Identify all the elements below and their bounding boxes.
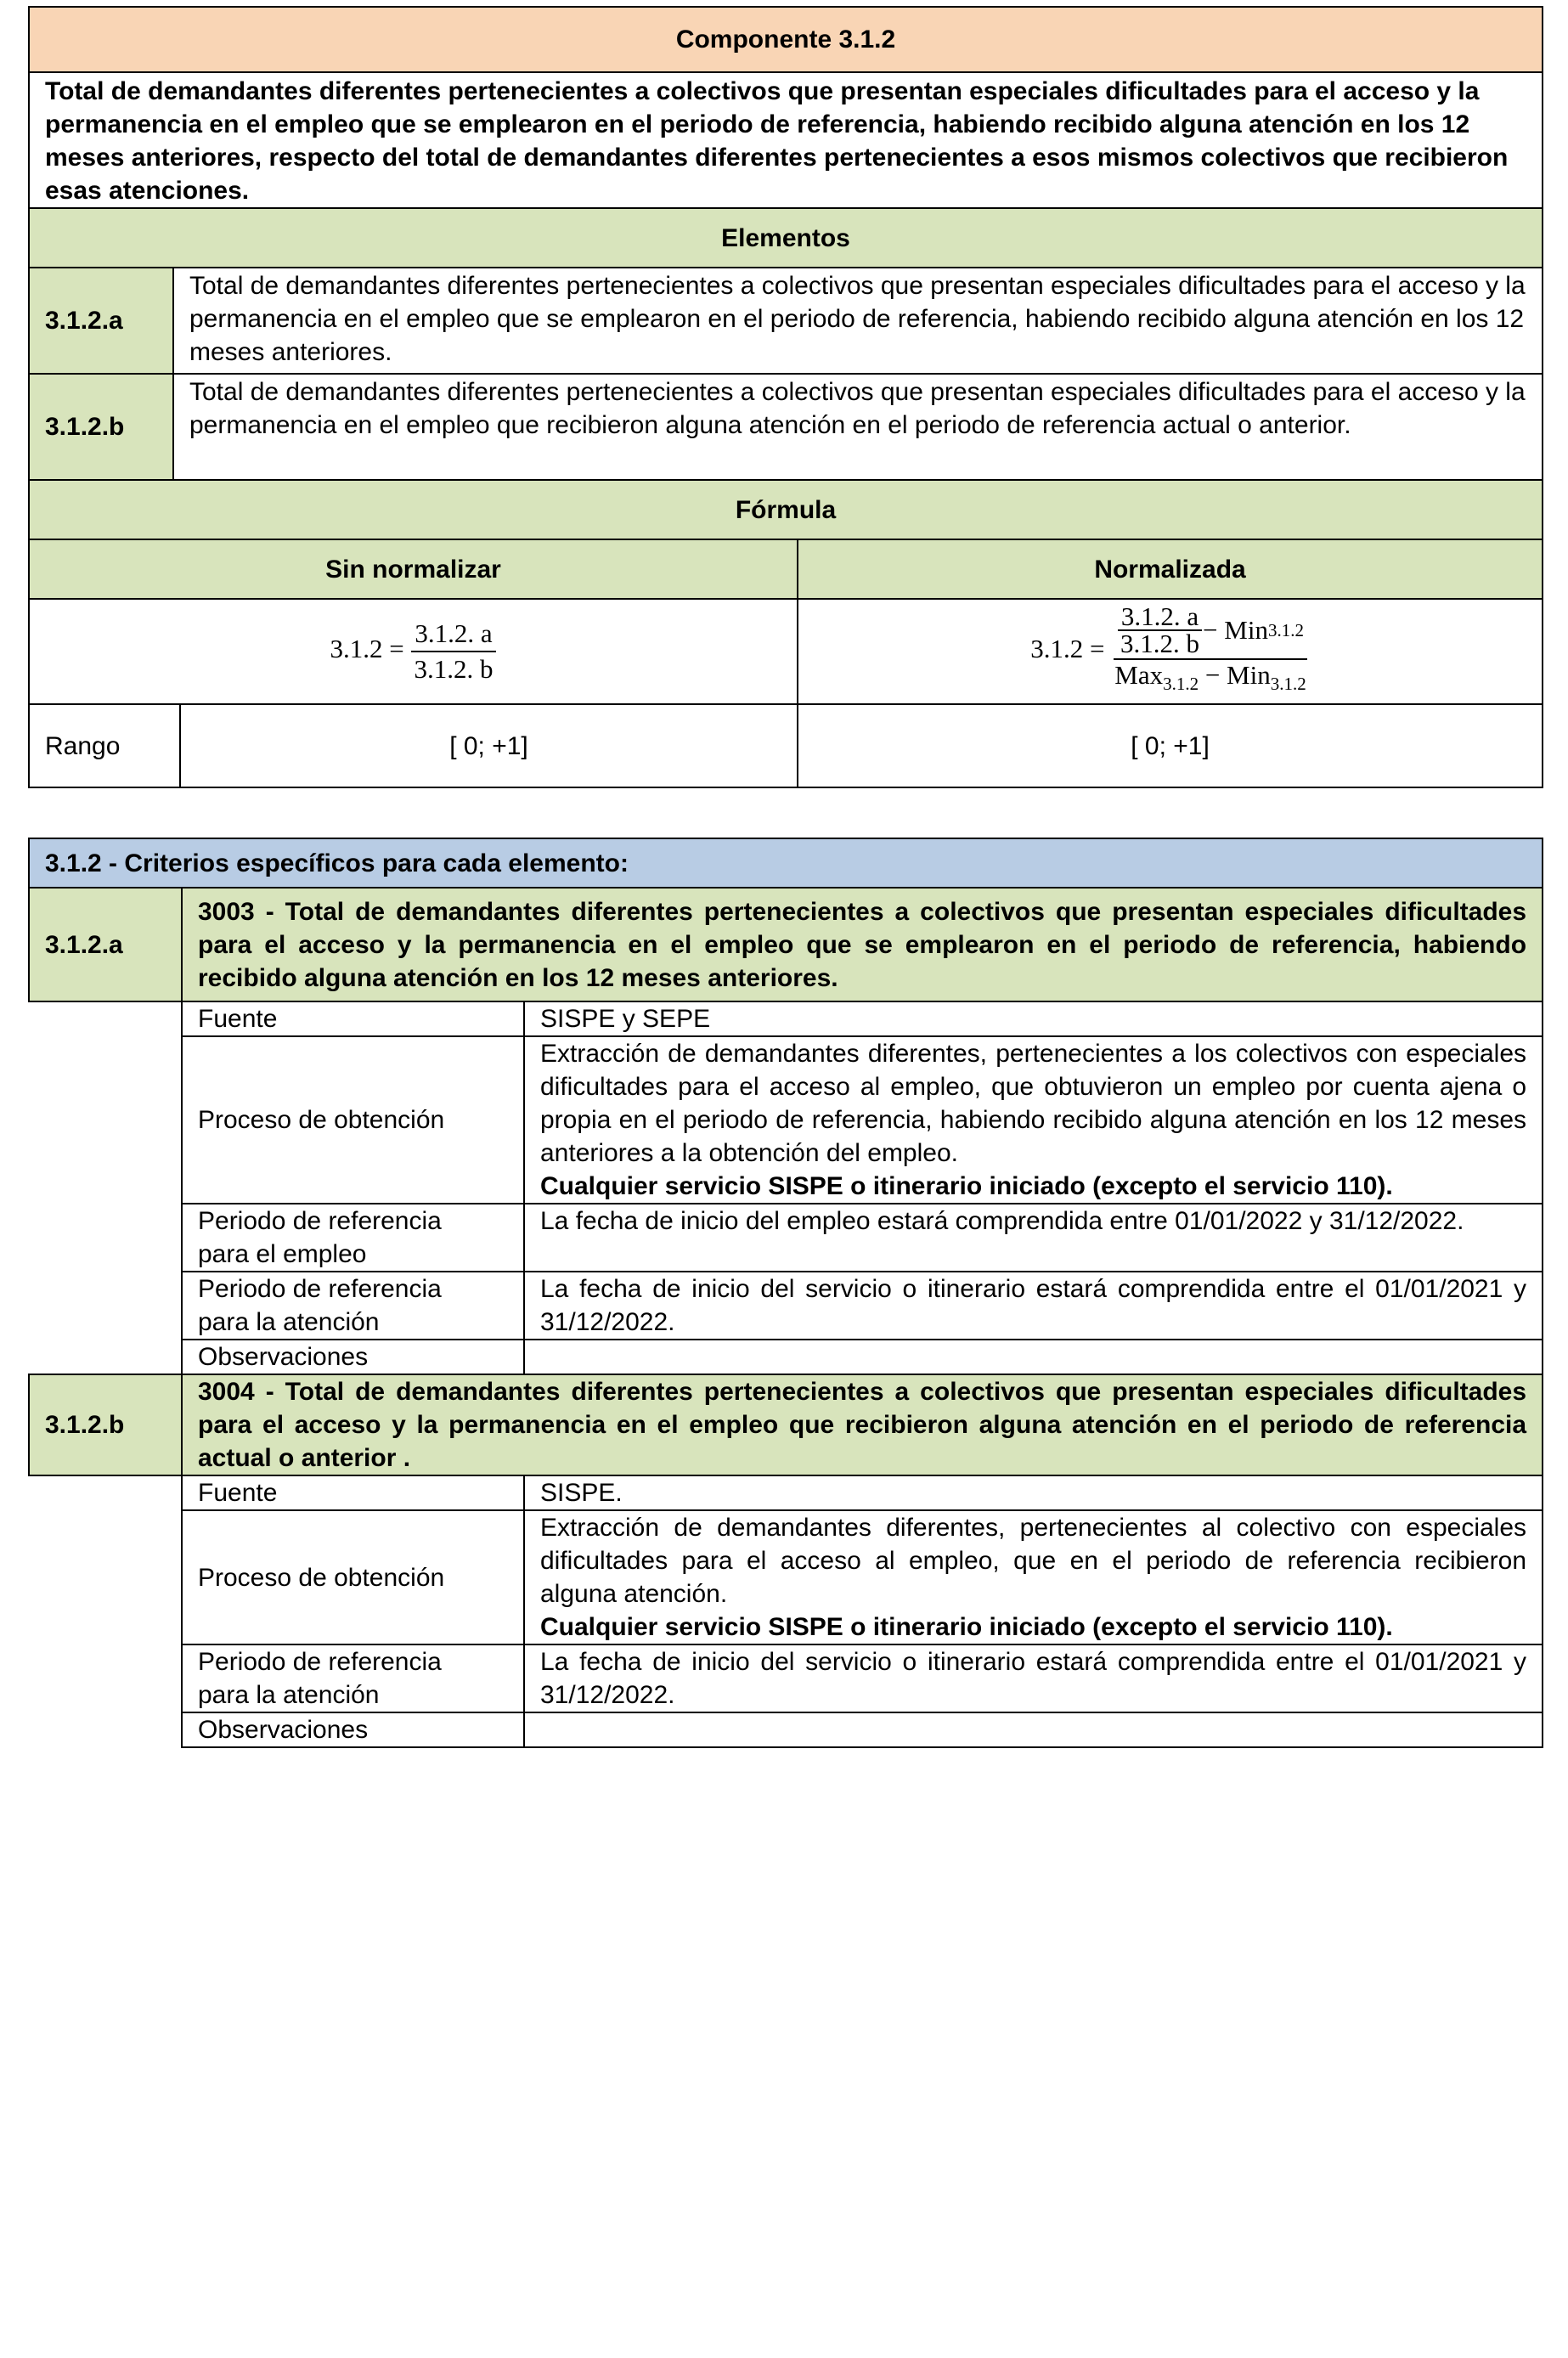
formula-plain-denominator: 3.1.2. b bbox=[414, 654, 494, 684]
formula-plain-fraction bbox=[410, 617, 496, 686]
formula-normalized bbox=[798, 599, 1543, 704]
observaciones-value bbox=[524, 1340, 1543, 1374]
formula-norm-min: − Min bbox=[1204, 660, 1271, 690]
periodo-empleo-label-line1: Periodo de referencia bbox=[198, 1207, 442, 1235]
formula-norm-minus-min: − Min bbox=[1203, 615, 1268, 645]
normalizada-header: Normalizada bbox=[798, 539, 1543, 599]
proceso-text: Extracción de demandantes diferentes, pertenecientes a los colectivos con especiales dificultades para el acceso al empleo, que obtuvieron un empleo por cuenta ajena o propia en el periodo de referencia, habiendo recibido alguna atención en los 12 meses anteriores a la obtención del empleo. bbox=[540, 1040, 1527, 1167]
proceso-value bbox=[524, 1036, 1543, 1204]
element-code: 3.1.2.a bbox=[29, 268, 173, 374]
periodo-empleo-label bbox=[182, 1204, 524, 1272]
fuente-value: SISPE. bbox=[524, 1475, 1543, 1510]
proceso-bold-text: Cualquier servicio SISPE o itinerario iniciado (excepto el servicio 110). bbox=[540, 1172, 1393, 1200]
fuente-label: Fuente bbox=[182, 1475, 524, 1510]
periodo-atencion-label-line2: para la atención bbox=[198, 1308, 380, 1336]
formula-sub: 3.1.2 bbox=[1163, 674, 1199, 694]
observaciones-label: Observaciones bbox=[182, 1340, 524, 1374]
sin-normalizar-header: Sin normalizar bbox=[29, 539, 798, 599]
element-code: 3.1.2.b bbox=[29, 374, 173, 480]
element-text: Total de demandantes diferentes pertenecientes a colectivos que presentan especiales dificultades para el acceso y la permanencia en el empleo que recibieron alguna atención en el periodo de referencia actual o anterior. bbox=[173, 374, 1543, 480]
formula-header: Fórmula bbox=[29, 480, 1543, 539]
component-table bbox=[28, 6, 1543, 788]
elements-header: Elementos bbox=[29, 208, 1543, 268]
periodo-atencion-label-line2: para la atención bbox=[198, 1681, 380, 1709]
proceso-text: Extracción de demandantes diferentes, pertenecientes al colectivo con especiales dificultades para el acceso al empleo, que en el periodo de referencia recibieron alguna atención. bbox=[540, 1514, 1527, 1608]
criteria-header: 3.1.2 - Criterios específicos para cada elemento: bbox=[29, 838, 1543, 888]
range-plain: [ 0; +1] bbox=[180, 704, 798, 787]
formula-plain-lhs: 3.1.2 = bbox=[330, 634, 404, 664]
criteria-code: 3.1.2.b bbox=[29, 1374, 182, 1475]
criteria-title: 3003 - Total de demandantes diferentes pertenecientes a colectivos que presentan especiales dificultades para el acceso y la permanencia en el empleo que se emplearon en el periodo de referencia, habiendo recibido alguna atención en los 12 meses anteriores. bbox=[182, 888, 1543, 1001]
observaciones-value bbox=[524, 1712, 1543, 1747]
periodo-atencion-value: La fecha de inicio del servicio o itinerario estará comprendida entre el 01/01/2021 y 31/12/2022. bbox=[524, 1272, 1543, 1340]
periodo-atencion-label-line1: Periodo de referencia bbox=[198, 1648, 442, 1676]
formula-norm-max: Max bbox=[1114, 660, 1164, 690]
observaciones-label: Observaciones bbox=[182, 1712, 524, 1747]
range-normalized: [ 0; +1] bbox=[798, 704, 1543, 787]
formula-norm-inner-fraction bbox=[1117, 601, 1203, 658]
formula-plain-numerator: 3.1.2. a bbox=[411, 617, 495, 652]
formula-norm-lhs: 3.1.2 = bbox=[1030, 634, 1105, 664]
formula-sub: 3.1.2 bbox=[1270, 674, 1306, 694]
fuente-label: Fuente bbox=[182, 1001, 524, 1036]
periodo-atencion-label bbox=[182, 1272, 524, 1340]
fuente-value: SISPE y SEPE bbox=[524, 1001, 1543, 1036]
proceso-label: Proceso de obtención bbox=[182, 1510, 524, 1644]
formula-sub: 3.1.2 bbox=[1267, 619, 1304, 640]
component-title: Componente 3.1.2 bbox=[29, 7, 1543, 72]
formula-norm-inner-numerator: 3.1.2. a bbox=[1118, 604, 1202, 631]
criteria-title: 3004 - Total de demandantes diferentes pertenecientes a colectivos que presentan especiales dificultades para el acceso y la permanencia en el empleo que recibieron alguna atención en el periodo de referencia actual o anterior . bbox=[182, 1374, 1543, 1475]
element-text: Total de demandantes diferentes pertenecientes a colectivos que presentan especiales dificultades para el acceso y la permanencia en el empleo que se emplearon en el periodo de referencia, habiendo recibido alguna atención en los 12 meses anteriores. bbox=[173, 268, 1543, 374]
proceso-value bbox=[524, 1510, 1543, 1644]
criteria-code: 3.1.2.a bbox=[29, 888, 182, 1001]
component-description: Total de demandantes diferentes pertenecientes a colectivos que presentan especiales dificultades para el acceso y la permanencia en el empleo que se emplearon en el periodo de referencia, habiendo recibido alguna atención en los 12 meses anteriores, respecto del total de demandantes diferentes pertenecientes a esos mismos colectivos que recibieron esas atenciones. bbox=[29, 72, 1543, 208]
formula-norm-fraction bbox=[1111, 601, 1310, 699]
criteria-table bbox=[28, 838, 1543, 1748]
periodo-empleo-value: La fecha de inicio del empleo estará comprendida entre 01/01/2022 y 31/12/2022. bbox=[524, 1204, 1543, 1272]
formula-norm-inner-denominator: 3.1.2. b bbox=[1120, 629, 1200, 658]
periodo-empleo-label-line2: para el empleo bbox=[198, 1240, 367, 1268]
formula-plain bbox=[29, 599, 798, 704]
periodo-atencion-label-line1: Periodo de referencia bbox=[198, 1275, 442, 1303]
range-label: Rango bbox=[29, 704, 180, 787]
proceso-label: Proceso de obtención bbox=[182, 1036, 524, 1204]
periodo-atencion-label bbox=[182, 1644, 524, 1712]
periodo-atencion-value: La fecha de inicio del servicio o itinerario estará comprendida entre el 01/01/2021 y 31/12/2022. bbox=[524, 1644, 1543, 1712]
proceso-bold-text: Cualquier servicio SISPE o itinerario iniciado (excepto el servicio 110). bbox=[540, 1613, 1393, 1641]
